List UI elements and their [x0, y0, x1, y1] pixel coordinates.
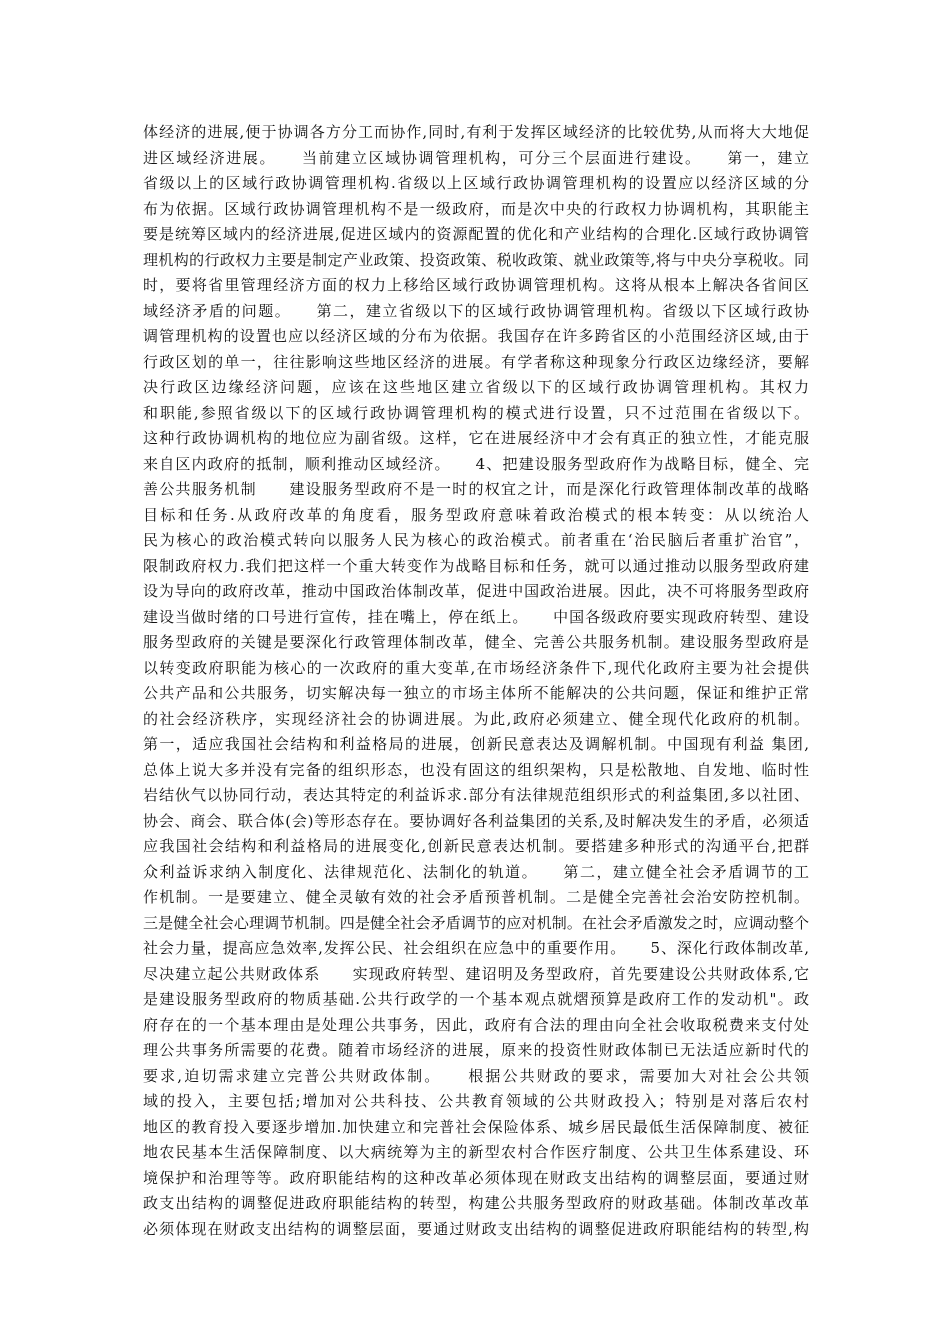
text-line: 必须体现在财政支出结构的调整层面，要通过财政支出结构的调整促进政府职能结构的转型,构: [143, 1219, 809, 1238]
text-line: 决行政区边缘经济问题，应该在这些地区建立省级以下的区域行政协调管理机构。其权力: [143, 378, 809, 396]
text-line: 地区的教育投入要逐步增加.加快建立和完普社会保险体系、城乡居民最低生活保障制度、被征: [143, 1117, 809, 1136]
text-line: 岩结伙气以协同行动，表达其特定的利益诉求.部分有法律规范组织形式的利益集团,多以社团、: [143, 786, 809, 804]
text-line: 建设当做时绪的口号进行宣传，挂在嘴上，停在纸上。 中国各级政府要实现政府转型、建设: [143, 607, 809, 626]
text-line: 域的投入，主要包括;增加对公共科技、公共教育领域的公共财政投入；特别是对落后农村: [143, 1092, 809, 1110]
text-line: 协会、商会、联合体(会)等形态存在。要协调好各利益集团的关系,及时解决发生的矛盾，必须适: [143, 811, 809, 830]
text-line: 服务型政府的关键是要深化行政管理体制改革，健全、完善公共服务机制。建设服务型政府是: [143, 633, 809, 651]
text-line: 行政区划的单一，往往影响这些地区经济的进展。有学者称这种现象分行政区边缘经济，要解: [143, 352, 809, 371]
text-line: 域经济矛盾的问题。 第二，建立省级以下的区域行政协调管理机构。省级以下区域行政协: [143, 301, 809, 320]
text-line: 府存在的一个基本理由是处理公共事务，因此，政府有合法的理由向全社会收取税费来支付处: [143, 1015, 809, 1034]
text-line: 时，要将省里管理经济方面的权力上移给区域行政协调管理机构。这将从根本上解决各省间区: [143, 276, 809, 294]
text-line: 是建设服务型政府的物质基础.公共行政学的一个基本观点就熠预算是政府工作的发动机"。政: [143, 990, 809, 1008]
text-line: 公共产品和公共服务，切实解决每一独立的市场主体所不能解决的公共问题，保证和维护正常: [143, 684, 809, 702]
text-line: 理公共事务所需要的花费。随着市场经济的进展，原来的投资性财政体制已无法适应新时代的: [143, 1041, 809, 1059]
text-line: 政支出结构的调整促进政府职能结构的转型，构建公共服务型政府的财政基础。体制改革改革: [143, 1194, 809, 1212]
text-line: 的社会经济秩序，实现经济社会的协调进展。为此,政府必须建立、健全现代化政府的机制。: [143, 709, 809, 728]
text-line: 这种行政协调机构的地位应为副省级。这样，它在进展经济中才会有真正的独立性，才能克服: [143, 429, 809, 447]
text-line: 要求,迫切需求建立完普公共财政体制。 根据公共财政的要求，需要加大对社会公共领: [143, 1066, 809, 1085]
text-line: 目标和任务.从政府改革的角度看，服务型政府意味着政治模式的根本转变：从以统治人: [143, 505, 809, 524]
text-line: 来自区内政府的抵制，顺利推动区域经济。 4、把建设服务型政府作为战略目标，健全、完: [143, 454, 809, 473]
text-line: 理机构的行政权力主要是制定产业政策、投资政策、税收政策、就业政策等,将与中央分享税收。同: [143, 250, 809, 269]
text-line: 设为导向的政府改革，推动中国政治体制改革，促进中国政治进展。因此，决不可将服务型政府: [143, 582, 809, 600]
text-line: 进区域经济进展。 当前建立区域协调管理机构，可分三个层面进行建设。 第一，建立: [143, 148, 809, 167]
body-text: [143, 120, 809, 1242]
text-line: 要是统筹区域内的经济进展,促进区域内的资源配置的优化和产业结构的合理化.区域行政协调管: [143, 225, 809, 243]
text-line: 应我国社会结构和利益格局的进展变化,创新民意表达机制。要搭建多种形式的沟通平台,把群: [143, 837, 809, 855]
text-line: 以转变政府职能为核心的一次政府的重大变革,在市场经济条件下,现代化政府主要为社会提供: [143, 658, 809, 677]
text-line: 省级以上的区域行政协调管理机构.省级以上区域行政协调管理机构的设置应以经济区域的分: [143, 174, 809, 192]
text-line: 布为依据。区域行政协调管理机构不是一级政府，而是次中央的行政权力协调机构，其职能主: [143, 199, 809, 218]
text-line: 境保护和治理等等。政府职能结构的这种改革必须体现在财政支出结构的调整层面，要通过财: [143, 1168, 809, 1187]
text-line: 众利益诉求纳入制度化、法律规范化、法制化的轨道。 第二，建立健全社会矛盾调节的工: [143, 862, 809, 881]
text-line: 和职能,参照省级以下的区域行政协调管理机构的模式进行设置，只不过范围在省级以下。: [143, 403, 809, 422]
text-line: 善公共服务机制 建设服务型政府不是一时的权宜之计，而是深化行政管理体制改革的战略: [143, 480, 809, 498]
text-line: 社会力量，提高应急效率,发挥公民、社会组织在应急中的重要作用。 5、深化行政体制改革,: [143, 939, 809, 957]
text-line: 限制政府权力.我们把这样一个重大转变作为战略目标和任务，就可以通过推动以服务型政府建: [143, 556, 809, 575]
text-line: 三是健全社会心理调节机制。四是健全社会矛盾调节的应对机制。在社会矛盾激发之时，应调动整个: [143, 913, 809, 932]
text-line: 作机制。一是要建立、健全灵敏有效的社会矛盾预普机制。二是健全完善社会治安防控机制。: [143, 888, 809, 906]
text-line: 体经济的进展,便于协调各方分工而协作,同时,有利于发挥区域经济的比较优势,从而将大大地促: [143, 123, 809, 141]
text-line: 地农民基本生活保障制度、以大病统筹为主的新型农村合作医疗制度、公共卫生体系建设、环: [143, 1143, 809, 1161]
text-line: 尽决建立起公共财政体系 实现政府转型、建诏明及务型政府，首先要建设公共财政体系,它: [143, 964, 809, 983]
text-line: 调管理机构的设置也应以经济区域的分布为依据。我国存在许多跨省区的小范围经济区域,由于: [143, 327, 809, 345]
text-line: 第一，适应我国社会结构和利益格局的进展，创新民意表达及调解机制。中国现有利益 集团,: [143, 735, 809, 753]
text-line: 总体上说大多并没有完备的组织形态，也没有固这的组织架构，只是松散地、自发地、临时性: [143, 760, 809, 779]
text-line: 民为核心的政治模式转向以服务人民为核心的政治模式。前者重在‘治民脑后者重扩治官”，: [143, 531, 809, 549]
